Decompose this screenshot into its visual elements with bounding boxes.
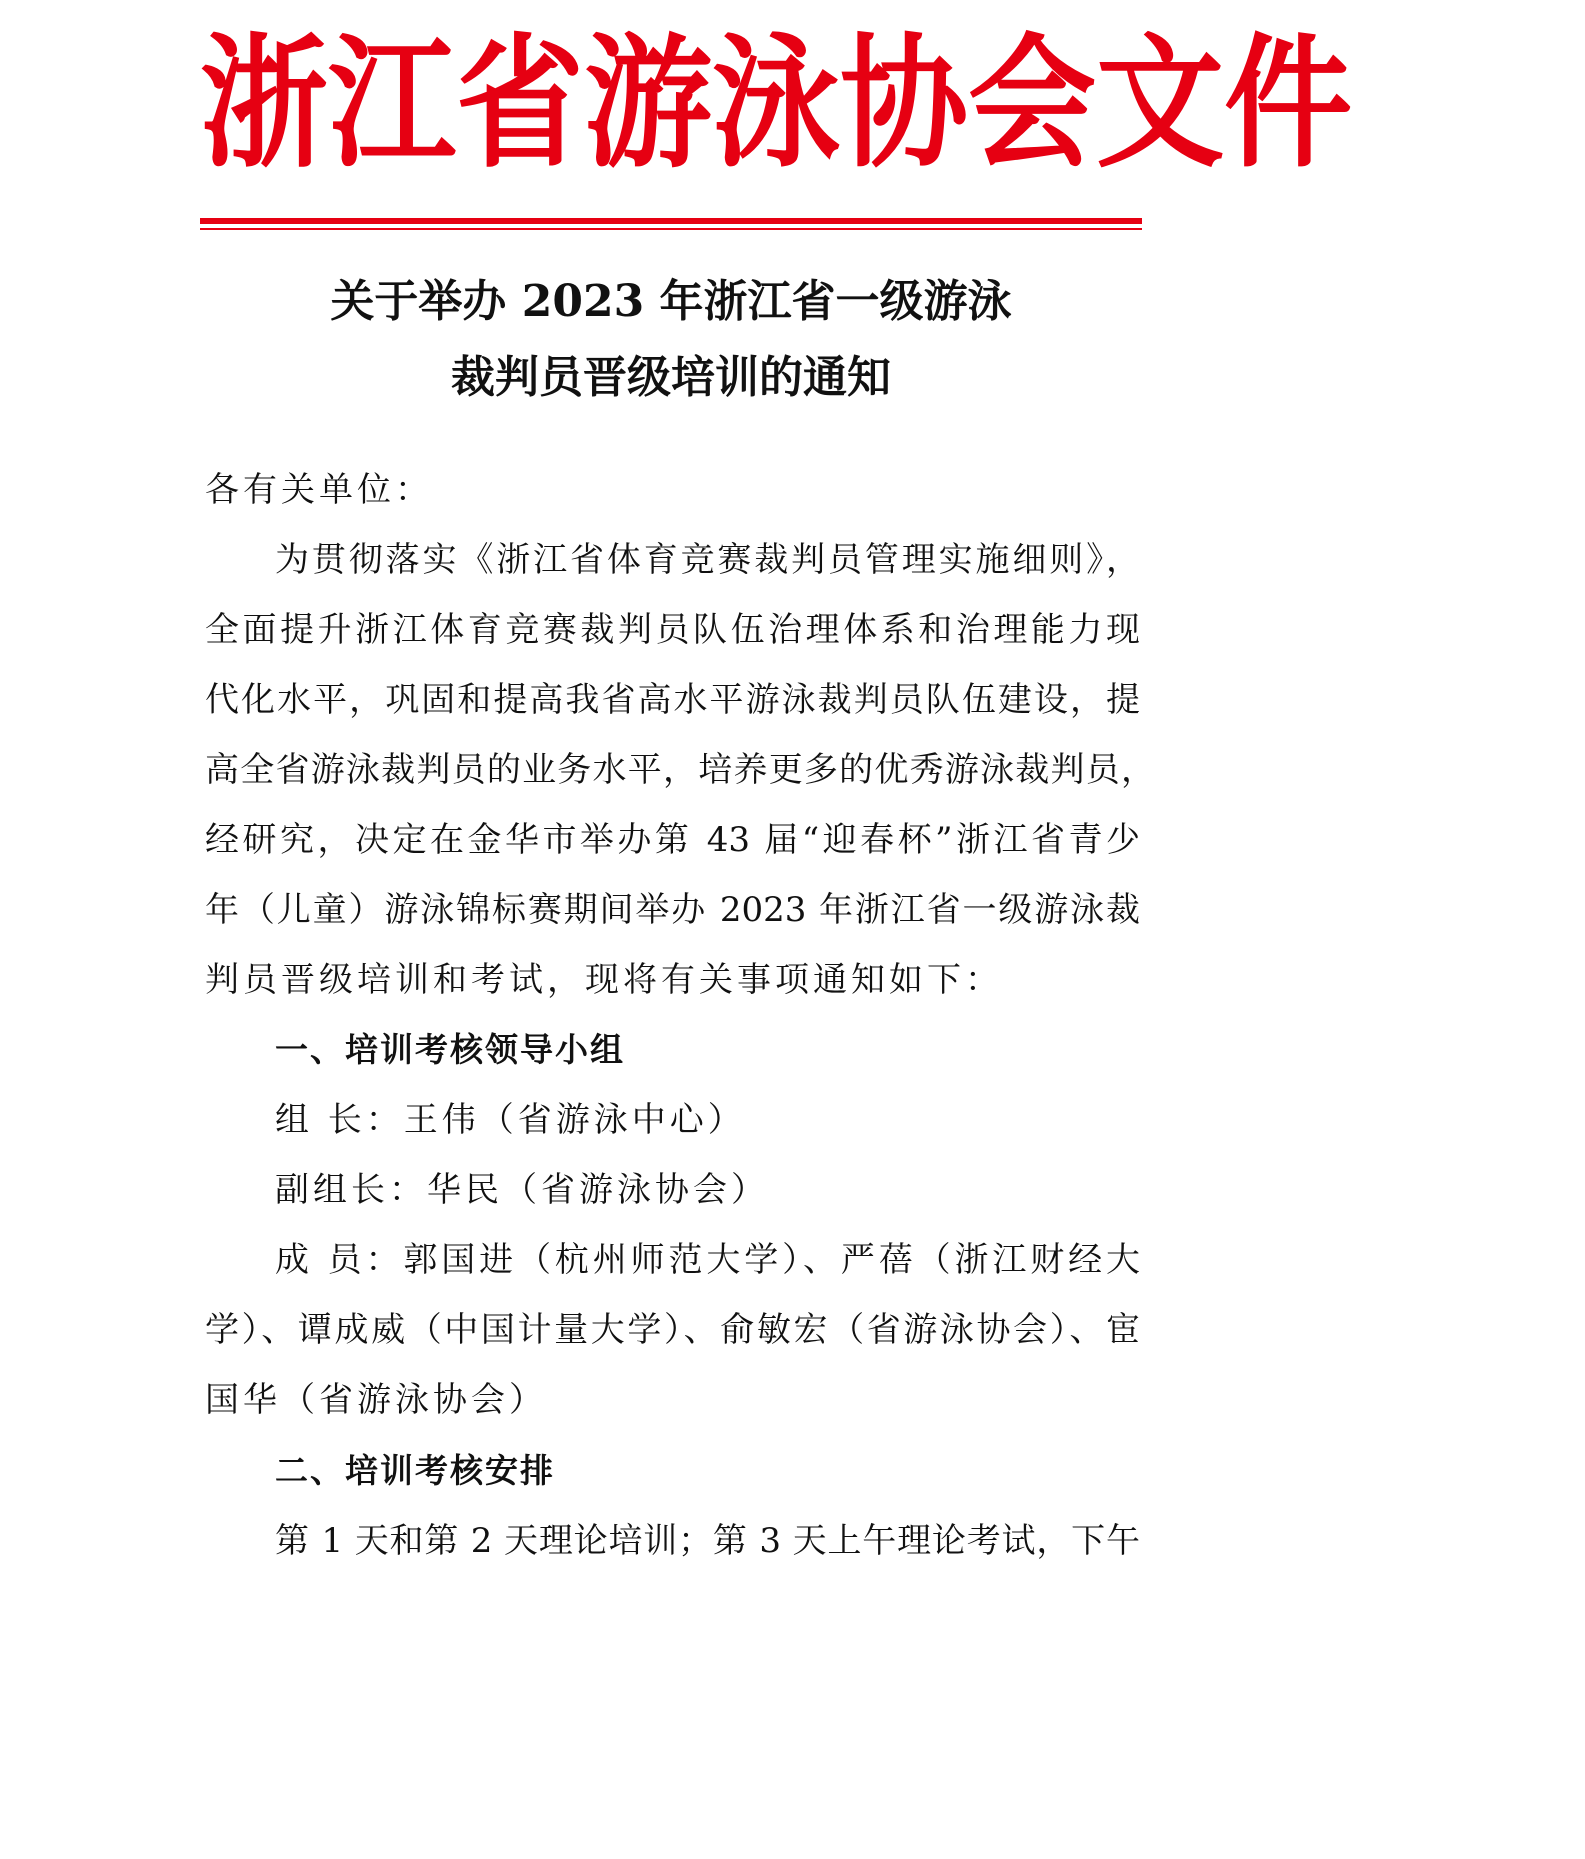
masthead-char: 件	[1224, 21, 1353, 188]
body-line: 全面提升浙江体育竞赛裁判员队伍治理体系和治理能力现	[205, 610, 1140, 650]
members-row-continued: 学）、谭成威（中国计量大学）、俞敏宏（省游泳协会）、宦	[205, 1310, 1140, 1350]
masthead-char: 浙	[200, 21, 329, 188]
masthead-char: 文	[1096, 21, 1225, 188]
notice-title-line-2: 裁判员晋级培训的通知	[451, 352, 891, 403]
body-line: 为贯彻落实《浙江省体育竞赛裁判员管理实施细则》，	[275, 540, 1140, 580]
deputy-leader-row: 副组长：华民（省游泳协会）	[275, 1170, 769, 1210]
masthead-char: 江	[328, 21, 457, 188]
masthead-char: 会	[968, 21, 1097, 188]
body-line: 年（儿童）游泳锦标赛期间举办 2023 年浙江省一级游泳裁	[205, 890, 1140, 930]
masthead-divider-thin	[200, 228, 1142, 230]
masthead-char: 省	[456, 21, 585, 188]
masthead-char: 游	[584, 21, 713, 188]
masthead-char: 协	[840, 21, 969, 188]
salutation: 各有关单位：	[205, 470, 433, 510]
section-heading-2: 二、培训考核安排	[275, 1451, 555, 1490]
members-row: 成 员：郭国进（杭州师范大学）、严蓓（浙江财经大	[275, 1240, 1140, 1280]
masthead-divider-thick	[200, 218, 1142, 224]
members-row-end: 国华（省游泳协会）	[205, 1380, 547, 1420]
masthead-title	[200, 20, 1353, 190]
body-line: 代化水平，巩固和提高我省高水平游泳裁判员队伍建设，提	[205, 680, 1140, 720]
body-line: 经研究，决定在金华市举办第 43 届“迎春杯”浙江省青少	[205, 820, 1140, 860]
section-heading-1: 一、培训考核领导小组	[275, 1030, 625, 1069]
masthead-char: 泳	[712, 21, 841, 188]
body-line: 第 1 天和第 2 天理论培训；第 3 天上午理论考试，下午	[275, 1521, 1140, 1561]
body-line: 判员晋级培训和考试，现将有关事项通知如下：	[205, 960, 1003, 1000]
leader-row: 组 长：王伟（省游泳中心）	[275, 1100, 746, 1140]
body-line: 高全省游泳裁判员的业务水平，培养更多的优秀游泳裁判员，	[205, 750, 1155, 790]
notice-title-line-1: 关于举办 2023 年浙江省一级游泳	[330, 276, 1012, 327]
